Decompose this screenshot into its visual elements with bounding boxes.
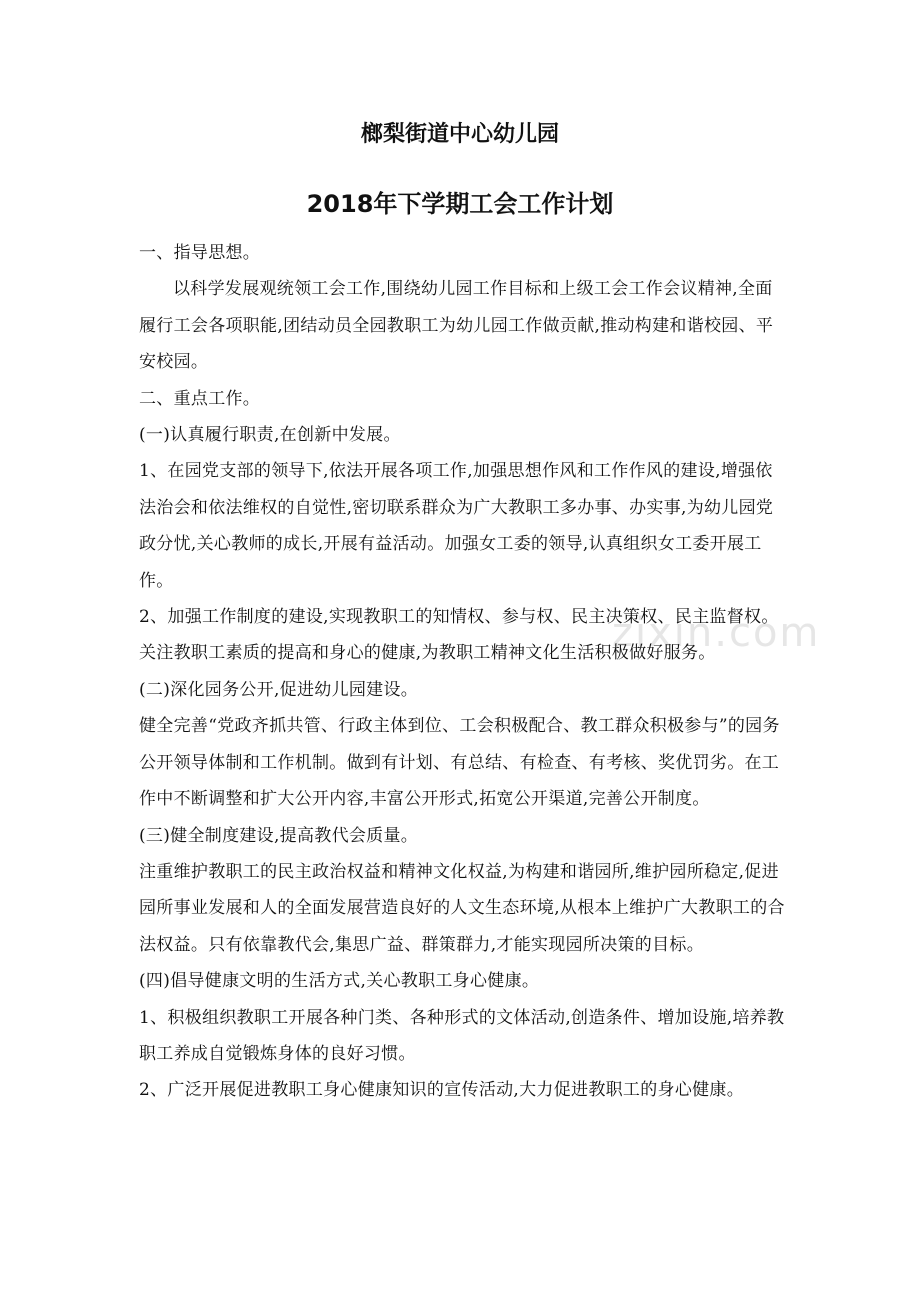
- paragraph: 1、在园党支部的领导下,依法开展各项工作,加强思想作风和工作作风的建设,增强依法治会和依法维权的自觉性,密切联系群众为广大教职工多办事、办实事,为幼儿园党政分忧,关心教师的成长,开展有益活动。加强女工委的领导,认真组织女工委开展工作。: [139, 461, 774, 591]
- paragraph: 2、加强工作制度的建设,实现教职工的知情权、参与权、民主决策权、民主监督权。关注教职工素质的提高和身心的健康,为教职工精神文化生活积极做好服务。: [139, 607, 779, 664]
- section-heading: 一、指导思想。: [139, 243, 261, 263]
- paragraph: 2、广泛开展促进教职工身心健康知识的宣传活动,大力促进教职工的身心健康。: [139, 1080, 745, 1101]
- paragraph: 1、积极组织教职工开展各种门类、各种形式的文体活动,创造条件、增加设施,培养教职工养成自觉锻炼身体的良好习惯。: [139, 1007, 785, 1064]
- document-body: [139, 235, 789, 1109]
- paragraph: 以科学发展观统领工会工作,围绕幼儿园工作目标和上级工会工作会议精神,全面履行工会各项职能,团结动员全园教职工为幼儿园工作做贡献,推动构建和谐校园、平安校园。: [139, 279, 774, 373]
- section-heading: 二、重点工作。: [139, 388, 261, 409]
- watermark: zixin.com: [612, 610, 821, 656]
- subsection-heading: (四)倡导健康文明的生活方式,关心教职工身心健康。: [139, 971, 540, 992]
- subsection-heading: (三)健全制度建设,提高教代会质量。: [139, 825, 419, 846]
- paragraph: 健全完善“党政齐抓共管、行政主体到位、工会积极配合、教工群众积极参与”的园务公开领导体制和工作机制。做到有计划、有总结、有检查、有考核、奖优罚劣。在工作中不断调整和扩大公开内容,丰富公开形式,拓宽公开渠道,完善公开制度。: [139, 716, 780, 810]
- subsection-heading: (二)深化园务公开,促进幼儿园建设。: [139, 679, 419, 700]
- paragraph: 注重维护教职工的民主政治权益和精神文化权益,为构建和谐园所,维护园所稳定,促进园所事业发展和人的全面发展营造良好的人文生态环境,从根本上维护广大教职工的合法权益。只有依靠教代会,集思广益、群策群力,才能实现园所决策的目标。: [139, 861, 785, 955]
- subsection-heading: (一)认真履行职责,在创新中发展。: [139, 425, 401, 446]
- document-title: 榔梨街道中心幼儿园: [360, 122, 559, 147]
- document-subtitle: 2018年下学期工会工作计划: [306, 190, 614, 218]
